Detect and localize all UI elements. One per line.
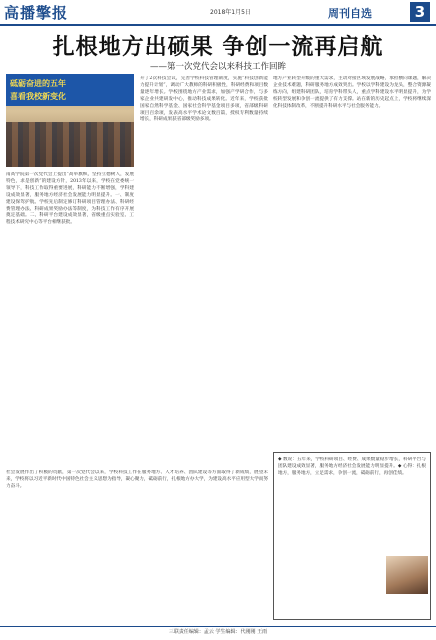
column-2-text: 开了2次科技会议，完善学校科技管理制度，实施“科技创新能力提升计划”，调动广大教师的科研积极性，科研经费和项目数量逐年增长。学校围绕地方产业需求，加强产学研合作，与多家企业共建研发中心，推动科技成果转化。近年来，学校获批国家自然科学基金、国家社会科学基金项目多项，省部级科研项目百余项，发表高水平学术论文数百篇，授权专利数量持续增长，科研成果获省部级奖励多项。: [140, 76, 268, 123]
headline: 扎根地方出硕果 争创一流再启航: [52, 35, 384, 60]
subhead: ——第一次党代会以来科技工作回眸: [149, 62, 286, 72]
footer-rule: [0, 626, 436, 627]
column-3: [273, 76, 431, 446]
paper-name: 高播擎报: [4, 4, 69, 22]
sidebar-photo: [386, 556, 428, 594]
column-1-text: 南高学院第一次党代会上提出“高举旗帜，坚持立德树人，发展特色，求是创新”的建设方针，2013年以来，学校在党委统一领导下，科技工作取得重要进展，科研能力不断增强，学科建设成效显著，服务地方经济社会发展能力明显提升。一、制度建设保驾护航。学校先后制定修订科研项目管理办法、科研经费管理办法、科研成果奖励办法等制度，为科技工作有序开展奠定基础。二、科研平台建设成效显著，省级重点实验室、工程技术研究中心等平台相继获批。: [6, 172, 134, 226]
feature-photo: [6, 74, 134, 167]
photo-people: [6, 122, 134, 167]
column-3-text: 地方产业转型升级的重大需求，主动对接区域发展战略，承担横向课题，解决企业技术难题，科研服务地方成效突出。学校以学科建设为龙头，整合资源凝练方向，组建科研团队，培育学科带头人，重点学科建设水平明显提升，为学校转型发展和争创一流提供了有力支撑。站在新的历史起点上，学校将继续深化科技体制改革，不断提升科研水平与社会服务能力。: [273, 76, 431, 109]
column-4-text: 社会发展作出了积极的贡献，第一次党代会以来，学校科技工作在服务地方、人才培养、团队建设等方面取得了新成绩，展望未来，学校将以习近平新时代中国特色社会主义思想为指导，凝心聚力，砥砺前行，扎根地方办大学，为建设高水平应用型大学而努力奋斗。: [6, 470, 268, 489]
photo-caption-line-2: 喜看我校新变化: [10, 92, 66, 101]
masthead-rule: [0, 24, 436, 26]
footer-credits: 三联责任编辑：孟云 学生编辑：代刚刚 王雨: [168, 629, 268, 635]
section-name: 周刊自选: [328, 7, 372, 20]
issue-date: 2018年1月5日: [210, 9, 251, 16]
photo-caption-line-1: 砥砺奋进的五年: [10, 79, 66, 88]
sidebar-box-text: ◆ 数说：五年来，学校科研项目、经费、成果数量稳步增长，科研平台与团队建设成效显著，服务地方经济社会发展能力明显提升。◆ 心得：扎根地方，服务地方，立足需求，争创一流，砥砺前行，再创佳绩。: [278, 457, 426, 476]
page-number: 3: [410, 2, 430, 22]
sidebar-box: [273, 452, 431, 620]
column-4: [6, 470, 268, 620]
masthead: [0, 0, 436, 24]
